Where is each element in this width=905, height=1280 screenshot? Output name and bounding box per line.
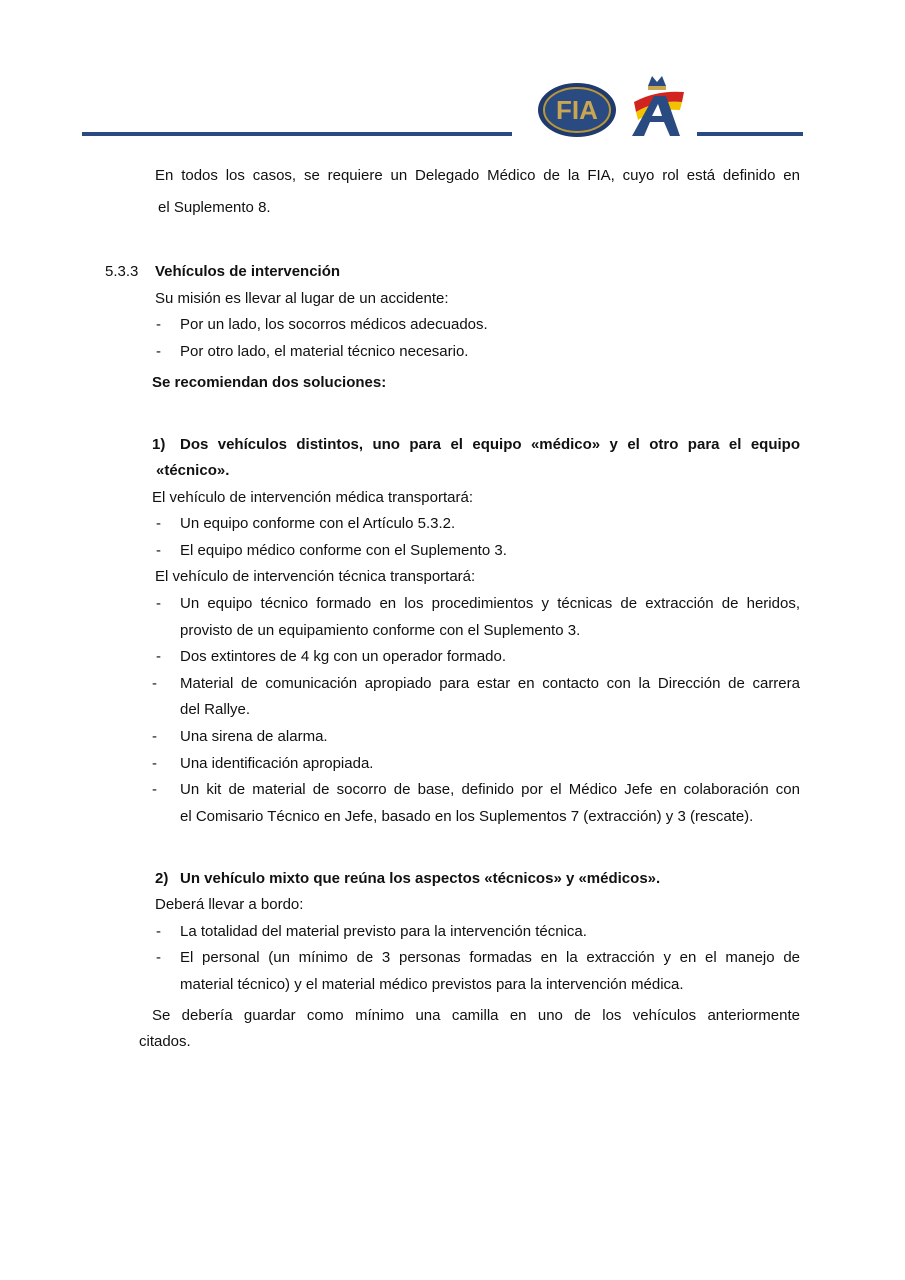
solution-1-heading: Dos vehículos distintos, uno para el equipo «médico» y el otro para el equipo — [180, 436, 800, 453]
section-title: Vehículos de intervención — [155, 263, 341, 280]
list-marker: - — [156, 343, 161, 360]
fia-logo-text: FIA — [556, 95, 598, 125]
tech-item: Una identificación apropiada. — [180, 755, 374, 772]
intro-line-2: el Suplemento 8. — [158, 199, 271, 216]
rfeda-logo — [626, 72, 688, 138]
medical-item: Un equipo conforme con el Artículo 5.3.2. — [180, 515, 456, 532]
closing-line-1: Se debería guardar como mínimo una camilla en uno de los vehículos anteriormente — [152, 1007, 800, 1024]
tech-item-cont: del Rallye. — [180, 701, 251, 718]
tech-item-cont: provisto de un equipamiento conforme con el Suplemento 3. — [180, 622, 581, 639]
solution-2-heading: Un vehículo mixto que reúna los aspectos «técnicos» y «médicos». — [180, 870, 661, 887]
mission-text: Su misión es llevar al lugar de un accidente: — [155, 290, 449, 307]
list-marker: - — [156, 542, 161, 559]
list-marker: - — [156, 515, 161, 532]
solution-1-heading-cont: «técnico». — [156, 462, 230, 479]
list-marker: - — [152, 755, 157, 772]
tech-intro: El vehículo de intervención técnica transportará: — [155, 568, 476, 585]
mission-item: Por un lado, los socorros médicos adecuados. — [180, 316, 488, 333]
tech-item: Un kit de material de socorro de base, definido por el Médico Jefe en colaboración con — [180, 781, 800, 798]
list-marker: - — [152, 675, 157, 692]
header-rule-left — [82, 132, 512, 136]
recommend-text: Se recomiendan dos soluciones: — [152, 374, 387, 391]
solution-1-number: 1) — [152, 436, 166, 453]
solution-2-item: El personal (un mínimo de 3 personas formadas en la extracción y en el manejo de — [180, 949, 800, 966]
list-marker: - — [152, 781, 157, 798]
tech-item: Una sirena de alarma. — [180, 728, 328, 745]
fia-logo — [537, 82, 617, 138]
tech-item: Dos extintores de 4 kg con un operador formado. — [180, 648, 507, 665]
list-marker: - — [156, 648, 161, 665]
medical-item: El equipo médico conforme con el Suplemento 3. — [180, 542, 507, 559]
medical-intro: El vehículo de intervención médica transportará: — [152, 489, 474, 506]
list-marker: - — [156, 316, 161, 333]
list-marker: - — [156, 923, 161, 940]
tech-item: Un equipo técnico formado en los procedimientos y técnicas de extracción de heridos, — [180, 595, 800, 612]
section-number: 5.3.3 — [105, 263, 139, 280]
solution-2-item: La totalidad del material previsto para la intervención técnica. — [180, 923, 587, 940]
mission-item: Por otro lado, el material técnico necesario. — [180, 343, 469, 360]
solution-2-item-cont: material técnico) y el material médico previstos para la intervención médica. — [180, 976, 684, 993]
closing-line-2: citados. — [139, 1033, 191, 1050]
tech-item: Material de comunicación apropiado para estar en contacto con la Dirección de carrera — [180, 675, 800, 692]
list-marker: - — [152, 728, 157, 745]
list-marker: - — [156, 595, 161, 612]
solution-2-number: 2) — [155, 870, 169, 887]
intro-line-1: En todos los casos, se requiere un Delegado Médico de la FIA, cuyo rol está definido en — [155, 167, 800, 184]
tech-item-cont: el Comisario Técnico en Jefe, basado en los Suplementos 7 (extracción) y 3 (rescate). — [180, 808, 754, 825]
solution-2-intro: Deberá llevar a bordo: — [155, 896, 304, 913]
list-marker: - — [156, 949, 161, 966]
header-rule-right — [697, 132, 803, 136]
